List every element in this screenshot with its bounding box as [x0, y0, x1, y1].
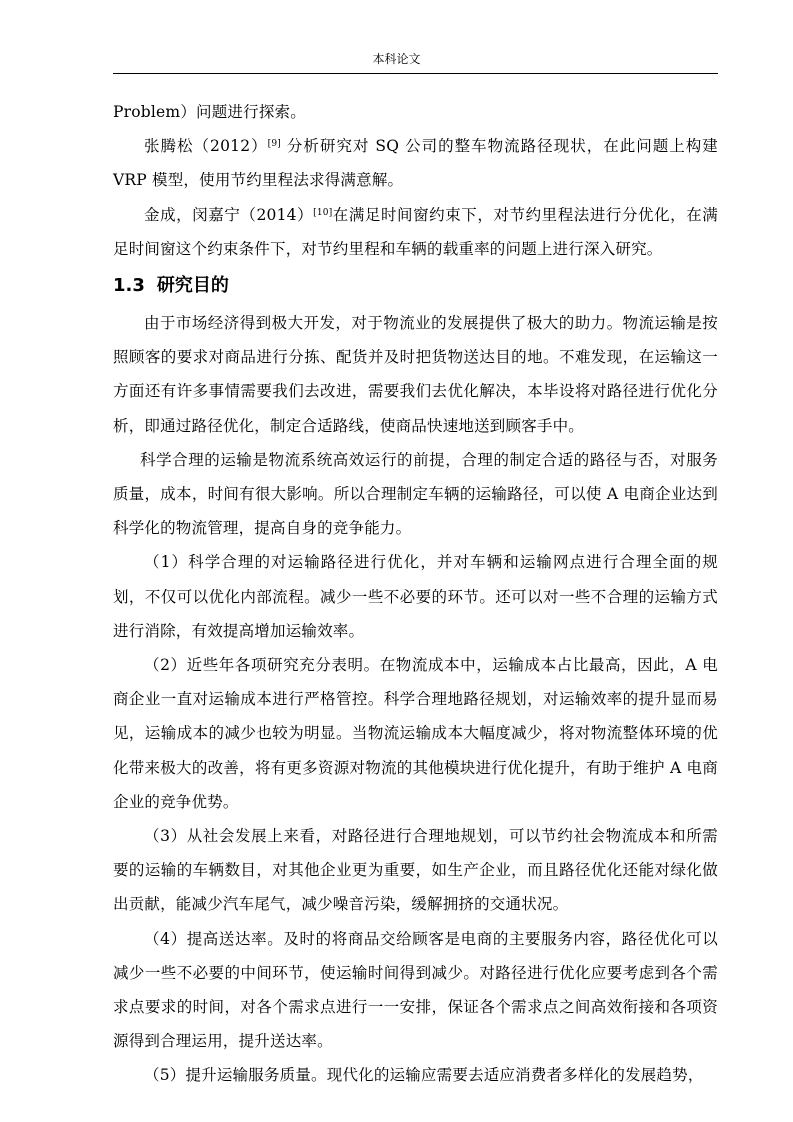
citation-author: 张腾松（2012）	[144, 137, 268, 156]
list-item-5: （5）提升运输服务质量。现代化的运输应需要去适应消费者多样化的发展趋势，	[144, 1066, 704, 1085]
citation-ref: [9]	[267, 139, 281, 150]
section-heading	[113, 266, 718, 306]
citation-ref: [10]	[313, 207, 333, 218]
paragraph-transport: 科学合理的运输是物流系统高效运行的前提，合理的制定合适的路径与否，对服务质量，成本，时间有很大影响。所以合理制定车辆的运输路径，可以使 A 电商企业达到科学化的物流管理，提高自身的竞争能力。	[113, 450, 718, 538]
list-item-2: （2）近些年各项研究充分表明。在物流成本中，运输成本占比最高，因此，A 电商企业一直对运输成本进行严格管控。科学合理地路径规划，对运输效率的提升显而易见，运输成本的减少也较为明显。当物流运输成本大幅度减少，将对物流整体环境的优化带来极大的改善，将有更多资源对物流的其他模块进行优化提升，有助于维护 A 电商企业的竞争优势。	[113, 656, 718, 811]
citation-author: 金成，闵嘉宁（2014）	[144, 205, 314, 224]
section-number: 1.3	[113, 275, 145, 297]
page-header: 本科论文	[372, 52, 421, 66]
paragraph-continuation: Problem）问题进行探索。	[113, 103, 306, 121]
paragraph-market: 由于市场经济得到极大开发，对于物流业的发展提供了极大的助力。物流运输是按照顾客的要求对商品进行分拣、配货并及时把货物送达目的地。不难发现，在运输这一方面还有许多事情需要我们去改进，需要我们去优化解决，本毕设将对路径进行优化分析，即通过路径优化，制定合适路线，使商品快速地送到顾客手中。	[113, 314, 718, 435]
header-rule	[113, 73, 718, 74]
document-body	[113, 95, 718, 1093]
list-item-4: （4）提高送达率。及时的将商品交给顾客是电商的主要服务内容，路径优化可以减少一些不必要的中间环节，使运输时间得到减少。对路径进行优化应要考虑到各个需求点要求的时间，对各个需求点进行一一安排，保证各个需求点之间高效衔接和各项资源得到合理运用，提升送达率。	[113, 929, 718, 1051]
paragraph-text: 在满足时间窗约束下，对节约里程法进行分优化，在满足时间窗这个约束条件下，对节约里程和车辆的载重率的问题上进行深入研究。	[113, 205, 718, 258]
section-title: 研究目的	[156, 275, 229, 297]
list-item-1: （1）科学合理的对运输路径进行优化，并对车辆和运输网点进行合理全面的规划，不仅可以优化内部流程。减少一些不必要的环节。还可以对一些不合理的运输方式进行消除，有效提高增加运输效率。	[113, 553, 718, 640]
list-item-3: （3）从社会发展上来看，对路径进行合理地规划，可以节约社会物流成本和所需要的运输的车辆数目，对其他企业更为重要，如生产企业，而且路径优化还能对绿化做出贡献，能减少汽车尾气，减少噪音污染，缓解拥挤的交通状况。	[113, 827, 718, 914]
paragraph-jin-cheng	[113, 198, 718, 266]
paragraph-zhang-tengsong	[113, 129, 718, 197]
paragraph-text: 分析研究对 SQ 公司的整车物流路径现状，在此问题上构建 VRP 模型，使用节约里程法求得满意解。	[113, 137, 718, 190]
